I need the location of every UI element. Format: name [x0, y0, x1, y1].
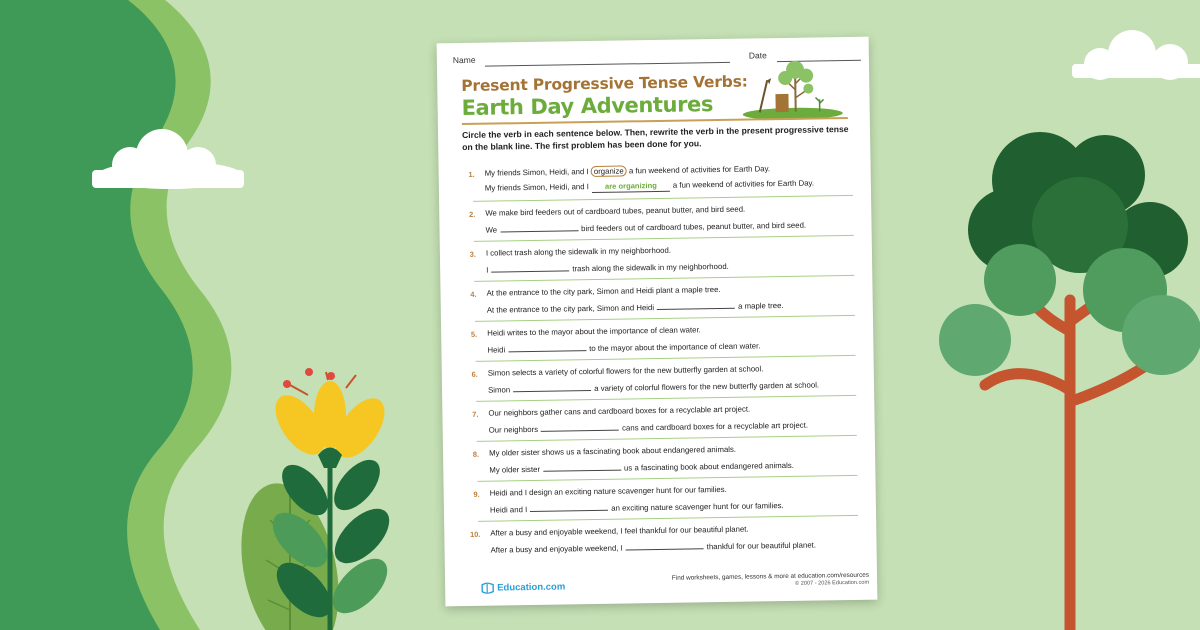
answer-blank[interactable] [657, 300, 735, 310]
worksheet-title-line2: Earth Day Adventures [461, 92, 714, 121]
tree-right [939, 132, 1200, 630]
problem-number: 3. [469, 249, 476, 259]
problem-1 [453, 160, 854, 204]
original-sentence: After a busy and enjoyable weekend, I feel thankful for our beautiful planet. [490, 524, 749, 538]
original-sentence: Heidi and I design an exciting nature scavenger hunt for our families. [489, 484, 727, 498]
original-sentence: At the entrance to the city park, Simon and Heidi plant a maple tree. [486, 284, 721, 298]
rewrite-sentence: Heidi to the mayor about the importance of clean water. [487, 341, 761, 355]
problem-number: 7. [472, 409, 479, 419]
answer-blank: are organizing [592, 182, 670, 193]
problem-7 [456, 400, 857, 444]
footer-copyright: © 2007 - 2026 Education.com [794, 579, 870, 587]
problem-5 [455, 320, 856, 364]
answer-blank[interactable] [543, 462, 621, 472]
instructions: Circle the verb in each sentence below. Then, rewrite the verb in the present progressive tense on the blank line. The first problem has been done for you. [461, 123, 849, 153]
original-sentence: My friends Simon, Heidi, and I organize a fun weekend of activities for Earth Day. [484, 164, 771, 178]
answer-blank[interactable] [626, 540, 704, 550]
original-sentence: Simon selects a variety of colorful flowers for the new butterfly garden at school. [487, 364, 764, 378]
rewrite-sentence: Simon a variety of colorful flowers for the new butterfly garden at school. [487, 380, 820, 395]
footer-info [672, 572, 869, 589]
answer-blank[interactable] [513, 382, 591, 392]
education-logo-icon [481, 583, 494, 594]
rewrite-sentence: After a busy and enjoyable weekend, I thankful for our beautiful planet. [490, 540, 817, 555]
problem-number: 2. [469, 209, 476, 219]
leafy-plant [227, 452, 399, 630]
problem-4 [454, 280, 855, 324]
problem-number: 6. [471, 369, 478, 379]
original-sentence: I collect trash along the sidewalk in my neighborhood. [485, 245, 672, 258]
original-sentence: Heidi writes to the mayor about the importance of clean water. [487, 325, 701, 338]
problem-number: 10. [469, 529, 481, 539]
answer-blank[interactable] [530, 502, 608, 512]
footer-resources-text: Find worksheets, games, lessons & more at education.com/resources [671, 571, 870, 582]
problem-3 [454, 240, 855, 284]
date-label: Date [748, 50, 767, 61]
rewrite-sentence: At the entrance to the city park, Simon and Heidi a maple tree. [486, 301, 784, 315]
education-logo[interactable]: Education.com [481, 581, 565, 593]
rewrite-sentence: My older sister us a fascinating book about endangered animals. [489, 460, 794, 475]
yellow-flower [266, 368, 394, 468]
problem-6 [456, 360, 857, 404]
original-sentence: We make bird feeders out of cardboard tubes, peanut butter, and bird seed. [485, 204, 746, 218]
problem-9 [458, 480, 859, 524]
answer-blank[interactable] [491, 262, 569, 272]
worksheet-title-line1: Present Progressive Tense Verbs: [461, 72, 748, 96]
rewrite-sentence: My friends Simon, Heidi, and I are organizing a fun weekend of activities for Earth Day. [484, 178, 815, 193]
answer-blank[interactable] [500, 222, 578, 232]
original-sentence: Our neighbors gather cans and cardboard boxes for a recyclable art project. [488, 404, 751, 418]
rewrite-sentence: I trash along the sidewalk in my neighborhood. [486, 261, 729, 275]
answer-blank[interactable] [541, 422, 619, 432]
problem-number: 8. [472, 449, 480, 459]
problem-2 [453, 200, 854, 244]
problem-number: 9. [473, 489, 480, 499]
cloud-right [1072, 30, 1200, 80]
rewrite-sentence: Heidi and I an exciting nature scavenger hunt for our families. [489, 501, 784, 515]
problem-number: 1. [468, 169, 475, 179]
original-sentence: My older sister shows us a fascinating book about endangered animals. [488, 444, 737, 458]
problem-number: 4. [470, 289, 477, 299]
problem-10 [458, 520, 859, 564]
name-label: Name [452, 54, 476, 66]
problem-8 [457, 440, 858, 484]
problem-number: 5. [470, 329, 478, 339]
worksheet-page [437, 37, 878, 607]
circled-verb: organize [591, 165, 627, 177]
answer-blank[interactable] [508, 342, 586, 352]
tree-planting-illustration [737, 53, 848, 121]
name-line[interactable] [485, 62, 730, 67]
rewrite-sentence: Our neighbors cans and cardboard boxes for a recyclable art project. [488, 420, 809, 435]
rewrite-sentence: We bird feeders out of cardboard tubes, peanut butter, and bird seed. [485, 220, 807, 235]
